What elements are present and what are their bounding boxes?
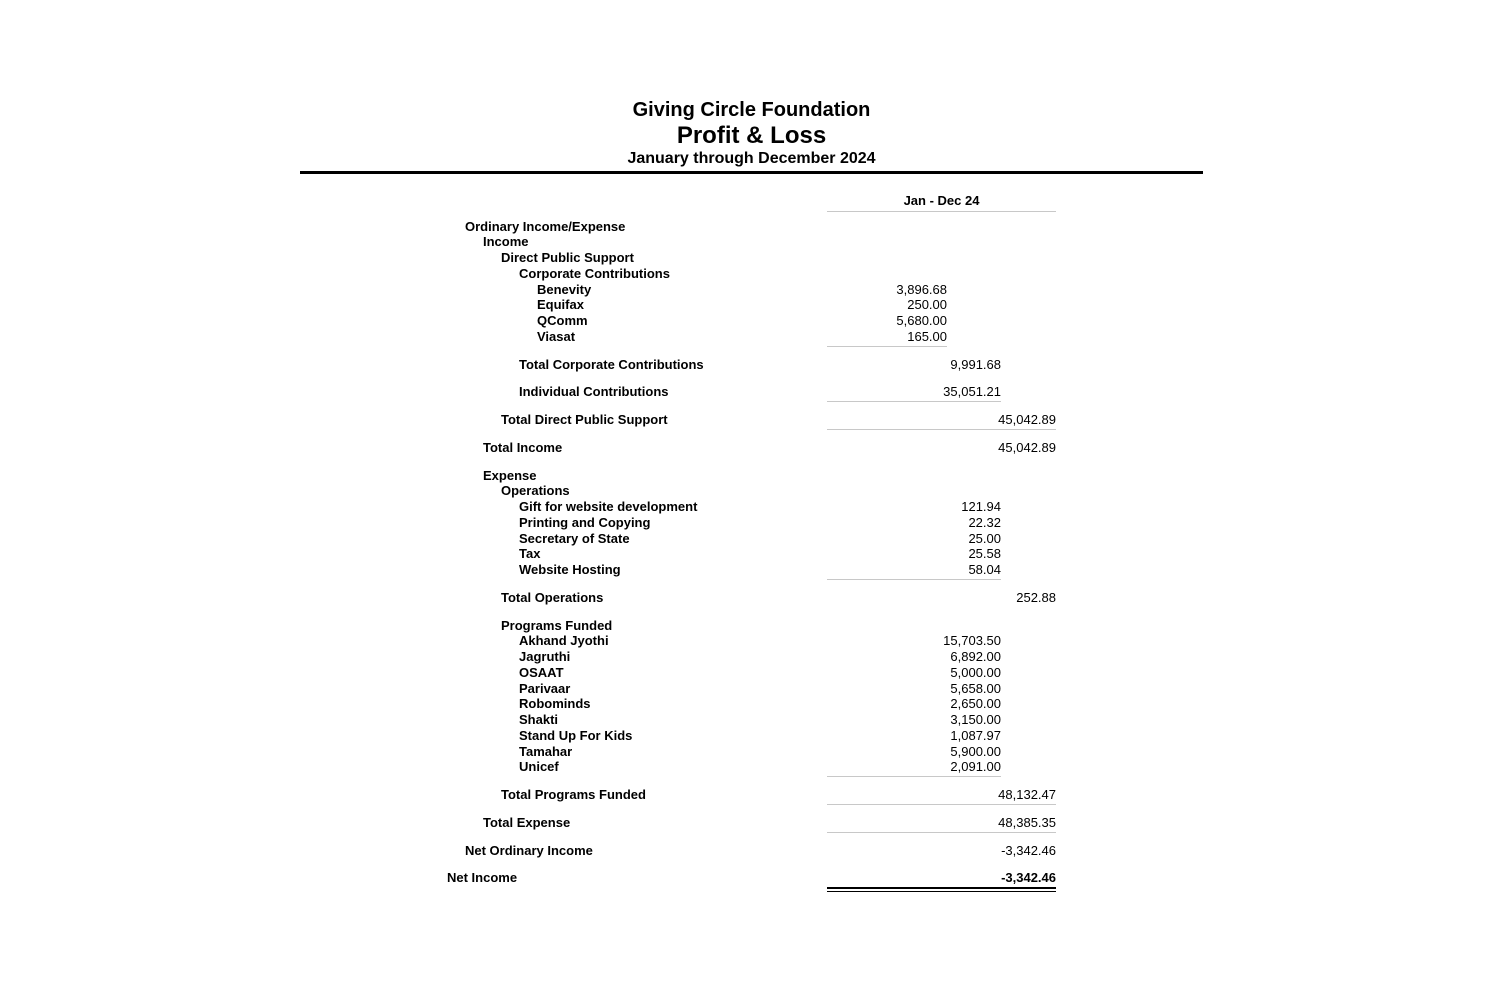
row-amount: 58.04 (968, 562, 1001, 577)
row-amount: 22.32 (968, 514, 1001, 530)
row-label: Corporate Contributions (519, 265, 670, 281)
row-label: Total Expense (483, 814, 571, 830)
row-label: Stand Up For Kids (519, 727, 633, 743)
subtotal-rule (827, 429, 1056, 430)
row-label: Direct Public Support (501, 250, 634, 265)
row-label: Jagruthi (519, 649, 571, 664)
subtotal-rule (827, 401, 1001, 402)
header-rule (300, 171, 1203, 174)
row-label: Printing and Copying (519, 514, 651, 530)
row-amount: 5,658.00 (950, 680, 1001, 696)
row-label: Total Operations (501, 589, 604, 605)
total-double-rule (827, 887, 1056, 892)
subtotal-rule (827, 832, 1056, 833)
row-amount: 3,150.00 (950, 712, 1001, 727)
row-amount: 1,087.97 (950, 727, 1001, 743)
row-label: Unicef (519, 759, 559, 775)
row-amount: 35,051.21 (943, 384, 1001, 400)
report-period: January through December 2024 (627, 150, 876, 167)
row-amount: 45,042.89 (998, 412, 1056, 427)
row-label: Akhand Jyothi (519, 633, 609, 649)
row-label: Gift for website development (519, 499, 698, 514)
row-label: OSAAT (519, 664, 564, 680)
row-label: Tax (519, 546, 541, 562)
row-amount: 5,000.00 (950, 664, 1001, 680)
row-amount: 165.00 (907, 328, 947, 344)
row-label: Tamahar (519, 743, 573, 759)
row-amount: 250.00 (907, 297, 947, 313)
row-amount: 121.94 (961, 499, 1001, 514)
row-label: Robominds (519, 696, 591, 712)
row-label: Secretary of State (519, 530, 630, 546)
row-label: Expense (483, 467, 537, 483)
row-label: Website Hosting (519, 562, 621, 577)
row-amount: 9,991.68 (950, 356, 1001, 372)
row-label: Income (483, 234, 529, 250)
row-amount: 5,680.00 (896, 313, 947, 328)
report-title: Profit & Loss (676, 122, 827, 149)
row-label: Individual Contributions (519, 384, 669, 400)
row-amount: 48,385.35 (998, 814, 1056, 830)
row-label: Total Direct Public Support (501, 412, 668, 427)
row-amount: 48,132.47 (998, 787, 1056, 802)
row-label: Ordinary Income/Expense (465, 218, 626, 234)
row-label: Equifax (537, 297, 584, 313)
row-amount: 252.88 (1016, 589, 1056, 605)
row-amount: 5,900.00 (950, 743, 1001, 759)
subtotal-rule (827, 776, 1001, 777)
row-amount: 3,896.68 (896, 281, 947, 297)
row-label: Net Ordinary Income (465, 842, 593, 858)
row-label: Benevity (537, 281, 592, 297)
row-label: Total Programs Funded (501, 787, 646, 802)
row-label: Total Corporate Contributions (519, 356, 704, 372)
subtotal-rule (827, 579, 1001, 580)
row-amount: 15,703.50 (943, 633, 1001, 649)
row-amount: 25.58 (968, 546, 1001, 562)
company-name: Giving Circle Foundation (632, 99, 871, 121)
column-header: Jan - Dec 24 (827, 193, 1056, 212)
row-label: Shakti (519, 712, 559, 727)
row-amount: -3,342.46 (1001, 870, 1056, 886)
row-amount: 45,042.89 (998, 439, 1056, 455)
row-amount: 6,892.00 (950, 649, 1001, 664)
row-label: Viasat (537, 328, 576, 344)
row-amount: 2,091.00 (950, 759, 1001, 775)
row-label: Programs Funded (501, 617, 613, 633)
subtotal-rule (827, 804, 1056, 805)
row-label: Parivaar (519, 680, 571, 696)
row-label: Total Income (483, 439, 563, 455)
row-amount: -3,342.46 (1001, 842, 1056, 858)
subtotal-rule (827, 346, 947, 347)
row-label: Net Income (447, 870, 518, 886)
row-amount: 2,650.00 (950, 696, 1001, 712)
row-label: Operations (501, 483, 570, 499)
row-amount: 25.00 (968, 530, 1001, 546)
row-label: QComm (537, 313, 588, 328)
